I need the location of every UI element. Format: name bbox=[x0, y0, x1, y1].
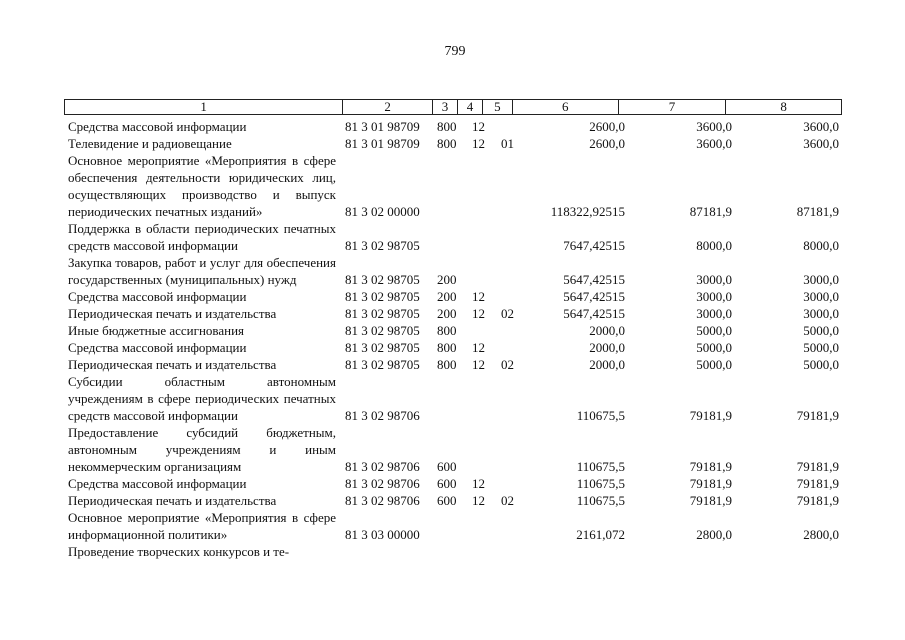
table-row bbox=[0, 492, 905, 509]
row-amount-col7: 3600,0 bbox=[696, 119, 732, 134]
row-amount-col6: 110675,5 bbox=[576, 476, 625, 491]
row-expense-type: 200 bbox=[437, 272, 457, 287]
row-section: 12 bbox=[472, 306, 485, 321]
table-row bbox=[0, 424, 905, 475]
row-amount-col8: 87181,9 bbox=[796, 204, 839, 219]
row-amount-col8: 79181,9 bbox=[796, 408, 839, 423]
row-amount-col8: 3000,0 bbox=[803, 306, 839, 321]
row-amount-col6: 2161,072 bbox=[576, 527, 625, 542]
row-section: 12 bbox=[472, 119, 485, 134]
table-row bbox=[0, 305, 905, 322]
row-amount-col7: 5000,0 bbox=[696, 323, 732, 338]
row-name: Основное мероприятие «Мероприятия в сфере обеспечения деятельности юридических лиц, осуществляющих производство и выпуск периодических печатных изданий» bbox=[68, 153, 336, 219]
row-amount-col6: 2000,0 bbox=[589, 323, 625, 338]
row-amount-col7: 79181,9 bbox=[689, 459, 732, 474]
row-name: Основное мероприятие «Мероприятия в сфере информационной политики» bbox=[68, 510, 336, 542]
row-subsection: 02 bbox=[501, 357, 514, 372]
row-code: 81 3 02 98706 bbox=[345, 408, 420, 423]
row-code: 81 3 02 98706 bbox=[345, 476, 420, 491]
row-code: 81 3 03 00000 bbox=[345, 527, 420, 542]
row-expense-type: 800 bbox=[437, 323, 457, 338]
row-code: 81 3 02 98705 bbox=[345, 323, 420, 338]
row-code: 81 3 02 98705 bbox=[345, 289, 420, 304]
row-amount-col6: 118322,92515 bbox=[550, 204, 625, 219]
row-code: 81 3 01 98709 bbox=[345, 119, 420, 134]
row-section: 12 bbox=[472, 493, 485, 508]
page-number: 799 bbox=[444, 44, 466, 59]
row-code: 81 3 02 98706 bbox=[345, 493, 420, 508]
row-name: Предоставление субсидий бюджетным, автономным учреждениям и иным некоммерческим организациям bbox=[68, 425, 336, 474]
row-subsection: 02 bbox=[501, 493, 514, 508]
row-expense-type: 600 bbox=[437, 493, 457, 508]
row-amount-col8: 3000,0 bbox=[803, 272, 839, 287]
header-col-4: 4 bbox=[458, 100, 483, 114]
row-amount-col7: 5000,0 bbox=[696, 357, 732, 372]
row-amount-col8: 8000,0 bbox=[803, 238, 839, 253]
table-body bbox=[0, 118, 905, 560]
row-amount-col7: 8000,0 bbox=[696, 238, 732, 253]
row-amount-col6: 5647,42515 bbox=[563, 306, 625, 321]
row-amount-col8: 79181,9 bbox=[796, 459, 839, 474]
table-row bbox=[0, 322, 905, 339]
row-amount-col8: 5000,0 bbox=[803, 323, 839, 338]
header-col-2: 2 bbox=[343, 100, 433, 114]
row-expense-type: 800 bbox=[437, 119, 457, 134]
row-code: 81 3 02 98705 bbox=[345, 357, 420, 372]
row-section: 12 bbox=[472, 357, 485, 372]
row-amount-col7: 2800,0 bbox=[696, 527, 732, 542]
header-col-8: 8 bbox=[780, 99, 787, 114]
row-amount-col7: 3000,0 bbox=[696, 272, 732, 287]
row-amount-col8: 5000,0 bbox=[803, 357, 839, 372]
row-expense-type: 800 bbox=[437, 340, 457, 355]
row-code: 81 3 02 98705 bbox=[345, 306, 420, 321]
row-amount-col8: 2800,0 bbox=[803, 527, 839, 542]
row-amount-col7: 3000,0 bbox=[696, 289, 732, 304]
row-amount-col7: 3600,0 bbox=[696, 136, 732, 151]
row-name: Периодическая печать и издательства bbox=[68, 357, 277, 372]
row-name: Закупка товаров, работ и услуг для обеспечения государственных (муниципальных) нужд bbox=[68, 255, 336, 287]
row-name: Иные бюджетные ассигнования bbox=[68, 323, 245, 338]
row-amount-col8: 5000,0 bbox=[803, 340, 839, 355]
row-amount-col6: 5647,42515 bbox=[563, 272, 625, 287]
row-section: 12 bbox=[472, 476, 485, 491]
row-amount-col8: 79181,9 bbox=[796, 493, 839, 508]
row-amount-col7: 3000,0 bbox=[696, 306, 732, 321]
row-name: Периодическая печать и издательства bbox=[68, 493, 277, 508]
row-amount-col6: 5647,42515 bbox=[563, 289, 625, 304]
row-name: Субсидии областным автономным учреждениям в сфере периодических печатных средств массовой информации bbox=[68, 374, 336, 423]
row-expense-type: 200 bbox=[437, 306, 457, 321]
row-name: Поддержка в области периодических печатных средств массовой информации bbox=[68, 221, 336, 253]
table-row bbox=[0, 288, 905, 305]
row-code: 81 3 02 98705 bbox=[345, 238, 420, 253]
row-amount-col6: 2000,0 bbox=[589, 357, 625, 372]
row-amount-col7: 5000,0 bbox=[696, 340, 732, 355]
table-row bbox=[0, 373, 905, 424]
row-amount-col7: 79181,9 bbox=[689, 493, 732, 508]
row-code: 81 3 02 98706 bbox=[345, 459, 420, 474]
header-col-6: 6 bbox=[513, 100, 619, 114]
table-row bbox=[0, 118, 905, 135]
row-amount-col6: 2600,0 bbox=[589, 136, 625, 151]
row-amount-col6: 2000,0 bbox=[589, 340, 625, 355]
row-expense-type: 800 bbox=[437, 357, 457, 372]
row-expense-type: 800 bbox=[437, 136, 457, 151]
row-code: 81 3 02 98705 bbox=[345, 272, 420, 287]
row-name: Телевидение и радиовещание bbox=[68, 136, 232, 151]
table-row bbox=[0, 543, 905, 560]
row-amount-col8: 3000,0 bbox=[803, 289, 839, 304]
row-name: Средства массовой информации bbox=[68, 119, 247, 134]
table-row bbox=[0, 254, 905, 288]
row-code: 81 3 02 98705 bbox=[345, 340, 420, 355]
row-amount-col6: 110675,5 bbox=[576, 493, 625, 508]
header-col-3: 3 bbox=[433, 100, 458, 114]
row-amount-col6: 110675,5 bbox=[576, 408, 625, 423]
row-code: 81 3 02 00000 bbox=[345, 204, 420, 219]
row-amount-col6: 110675,5 bbox=[576, 459, 625, 474]
header-col-7: 7 bbox=[619, 100, 727, 114]
row-amount-col8: 3600,0 bbox=[803, 136, 839, 151]
row-name: Средства массовой информации bbox=[68, 340, 247, 355]
row-amount-col7: 79181,9 bbox=[689, 476, 732, 491]
table-header bbox=[64, 99, 842, 115]
row-subsection: 01 bbox=[501, 136, 514, 151]
header-col-5: 5 bbox=[483, 100, 513, 114]
row-expense-type: 600 bbox=[437, 476, 457, 491]
table-row bbox=[0, 135, 905, 152]
row-amount-col6: 7647,42515 bbox=[563, 238, 625, 253]
row-amount-col8: 79181,9 bbox=[796, 476, 839, 491]
row-amount-col7: 79181,9 bbox=[689, 408, 732, 423]
row-name: Средства массовой информации bbox=[68, 289, 247, 304]
table-row bbox=[0, 152, 905, 220]
row-expense-type: 200 bbox=[437, 289, 457, 304]
table-row bbox=[0, 339, 905, 356]
table-row bbox=[0, 475, 905, 492]
row-subsection: 02 bbox=[501, 306, 514, 321]
row-name: Средства массовой информации bbox=[68, 476, 247, 491]
table-row bbox=[0, 509, 905, 543]
table-row bbox=[0, 220, 905, 254]
row-expense-type: 600 bbox=[437, 459, 457, 474]
header-col-1: 1 bbox=[65, 100, 343, 114]
row-code: 81 3 01 98709 bbox=[345, 136, 420, 151]
row-amount-col8: 3600,0 bbox=[803, 119, 839, 134]
row-section: 12 bbox=[472, 340, 485, 355]
row-amount-col6: 2600,0 bbox=[589, 119, 625, 134]
row-section: 12 bbox=[472, 136, 485, 151]
row-name: Проведение творческих конкурсов и те- bbox=[68, 544, 290, 559]
row-section: 12 bbox=[472, 289, 485, 304]
row-amount-col7: 87181,9 bbox=[689, 204, 732, 219]
row-name: Периодическая печать и издательства bbox=[68, 306, 277, 321]
table-row bbox=[0, 356, 905, 373]
